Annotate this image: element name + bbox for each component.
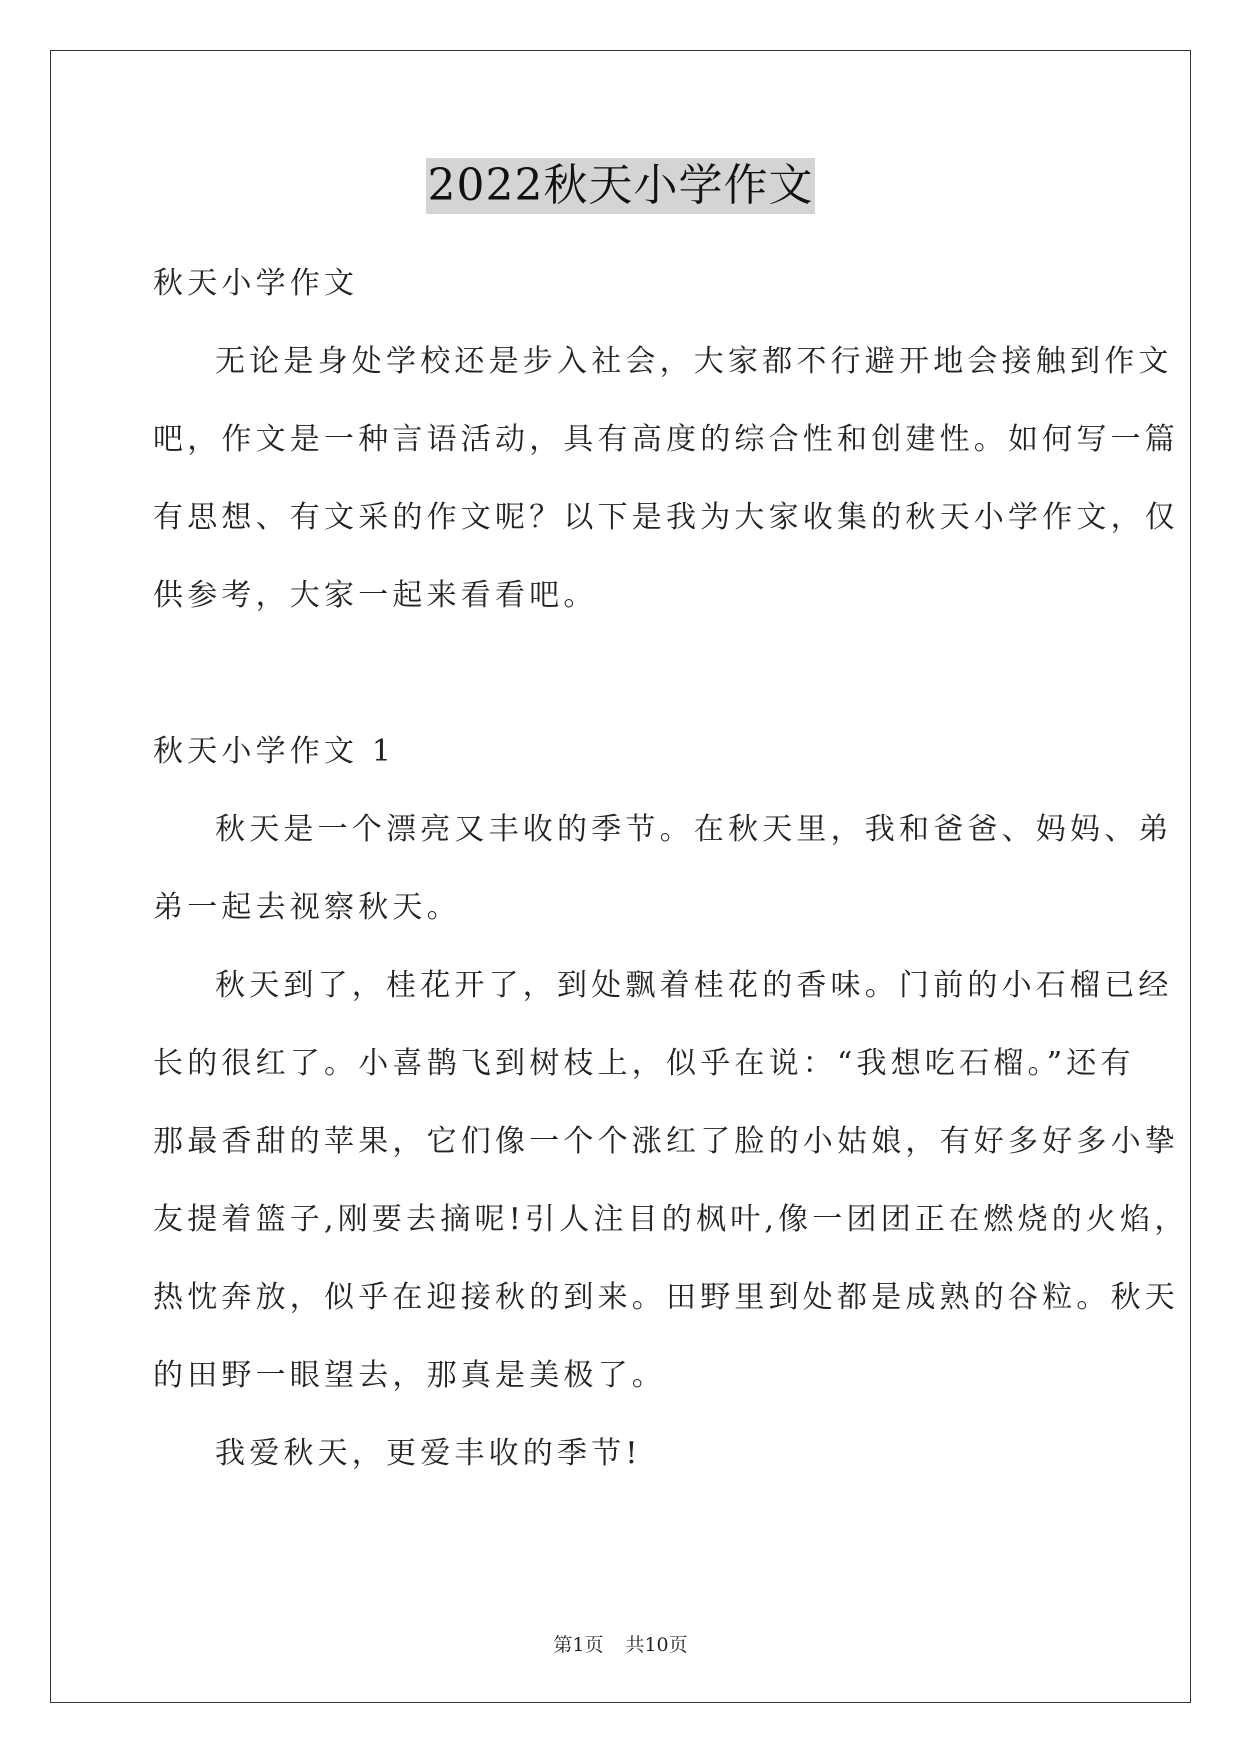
text-line: 无论是身处学校还是步入社会，大家都不行避开地会接触到作文: [215, 344, 1173, 379]
text-line: 友提着篮子,刚要去摘呢!引人注目的枫叶,像一团团正在燃烧的火焰，: [153, 1202, 1189, 1237]
text-line: 长的很红了。小喜鹊飞到树枝上，似乎在说：“我想吃石榴。”还有: [153, 1046, 1135, 1081]
page-total: 共10页: [625, 1634, 688, 1656]
text-line: 那最香甜的苹果，它们像一个个涨红了脸的小姑娘，有好多好多小挚: [153, 1124, 1179, 1159]
text-line: 我爱秋天，更爱丰收的季节!: [215, 1436, 642, 1471]
text-line: 吧，作文是一种言语活动，具有高度的综合性和创建性。如何写一篇: [153, 422, 1179, 457]
document-body: [153, 258, 1189, 1506]
text-line: 有思想、有文采的作文呢？以下是我为大家收集的秋天小学作文，仅: [153, 500, 1179, 535]
text-line: 热忱奔放，似乎在迎接秋的到来。田野里到处都是成熟的谷粒。秋天: [153, 1280, 1179, 1315]
text-line: 供参考，大家一起来看看吧。: [153, 578, 598, 613]
text-line: 秋天是一个漂亮又丰收的季节。在秋天里，我和爸爸、妈妈、弟: [215, 812, 1173, 847]
text-line: 的田野一眼望去，那真是美极了。: [153, 1358, 666, 1393]
text-line: 秋天小学作文: [153, 266, 359, 301]
page-footer: [0, 1630, 1241, 1657]
title-container: [0, 158, 1241, 214]
text-line: 弟一起去视察秋天。: [153, 890, 461, 925]
page-number: 第1页: [553, 1634, 604, 1656]
text-line: 秋天小学作文 1: [153, 734, 396, 769]
text-line: 秋天到了，桂花开了，到处飘着桂花的香味。门前的小石榴已经: [215, 968, 1173, 1003]
document-title: 2022秋天小学作文: [426, 158, 816, 214]
paragraph-gap: [153, 648, 1093, 726]
